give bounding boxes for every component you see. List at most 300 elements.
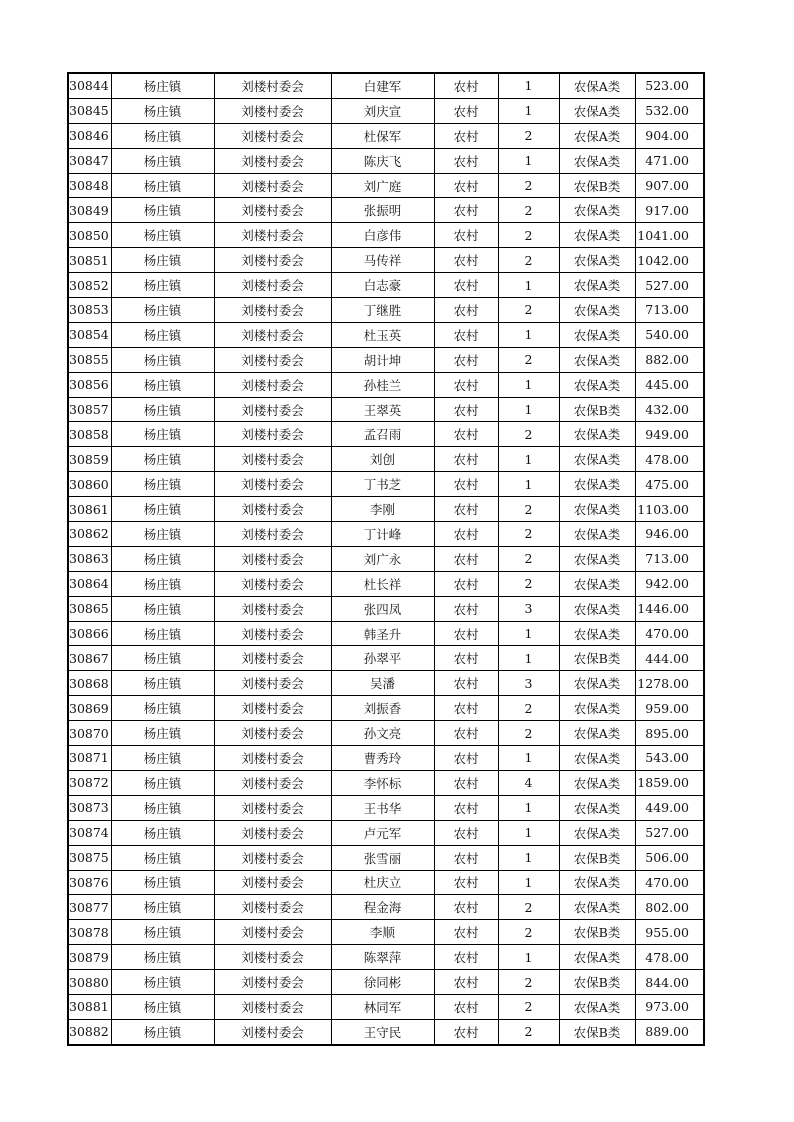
town-cell: 杨庄镇 [111, 571, 214, 596]
table-row [68, 123, 704, 148]
record-id-cell: 30872 [68, 770, 111, 795]
table-row [68, 621, 704, 646]
table-row [68, 198, 704, 223]
person-name-cell: 李刚 [331, 497, 434, 522]
village-committee-cell: 刘楼村委会 [214, 347, 331, 372]
household-type-cell: 农村 [434, 945, 498, 970]
household-type-cell: 农村 [434, 1019, 498, 1044]
village-committee-cell: 刘楼村委会 [214, 845, 331, 870]
insurance-category-cell: 农保A类 [559, 298, 635, 323]
amount-cell: 844.00 [635, 970, 704, 995]
record-id-cell: 30863 [68, 546, 111, 571]
table-row [68, 596, 704, 621]
town-cell: 杨庄镇 [111, 148, 214, 173]
record-id-cell: 30852 [68, 273, 111, 298]
household-type-cell: 农村 [434, 447, 498, 472]
table-row [68, 98, 704, 123]
record-id-cell: 30875 [68, 845, 111, 870]
household-type-cell: 农村 [434, 920, 498, 945]
member-count-cell: 2 [498, 721, 559, 746]
member-count-cell: 1 [498, 73, 559, 98]
table-row [68, 497, 704, 522]
table-row [68, 845, 704, 870]
town-cell: 杨庄镇 [111, 273, 214, 298]
person-name-cell: 白志豪 [331, 273, 434, 298]
table-row [68, 646, 704, 671]
household-type-cell: 农村 [434, 621, 498, 646]
member-count-cell: 2 [498, 920, 559, 945]
village-committee-cell: 刘楼村委会 [214, 248, 331, 273]
amount-cell: 523.00 [635, 73, 704, 98]
record-id-cell: 30844 [68, 73, 111, 98]
record-id-cell: 30861 [68, 497, 111, 522]
table-row [68, 920, 704, 945]
amount-cell: 713.00 [635, 298, 704, 323]
table-row [68, 994, 704, 1019]
insurance-category-cell: 农保B类 [559, 845, 635, 870]
person-name-cell: 杜玉英 [331, 322, 434, 347]
record-id-cell: 30868 [68, 671, 111, 696]
amount-cell: 946.00 [635, 522, 704, 547]
record-id-cell: 30870 [68, 721, 111, 746]
household-type-cell: 农村 [434, 870, 498, 895]
amount-cell: 1278.00 [635, 671, 704, 696]
person-name-cell: 程金海 [331, 895, 434, 920]
person-name-cell: 胡计坤 [331, 347, 434, 372]
household-type-cell: 农村 [434, 372, 498, 397]
person-name-cell: 韩圣升 [331, 621, 434, 646]
household-type-cell: 农村 [434, 98, 498, 123]
insurance-category-cell: 农保A类 [559, 870, 635, 895]
insurance-category-cell: 农保A类 [559, 696, 635, 721]
insurance-category-cell: 农保A类 [559, 198, 635, 223]
person-name-cell: 徐同彬 [331, 970, 434, 995]
town-cell: 杨庄镇 [111, 198, 214, 223]
insurance-category-cell: 农保A类 [559, 522, 635, 547]
table-row [68, 148, 704, 173]
record-id-cell: 30853 [68, 298, 111, 323]
member-count-cell: 2 [498, 298, 559, 323]
insurance-category-cell: 农保A类 [559, 322, 635, 347]
member-count-cell: 2 [498, 994, 559, 1019]
amount-cell: 543.00 [635, 746, 704, 771]
table-row [68, 795, 704, 820]
household-type-cell: 农村 [434, 73, 498, 98]
village-committee-cell: 刘楼村委会 [214, 945, 331, 970]
household-type-cell: 农村 [434, 970, 498, 995]
record-id-cell: 30851 [68, 248, 111, 273]
town-cell: 杨庄镇 [111, 123, 214, 148]
village-committee-cell: 刘楼村委会 [214, 522, 331, 547]
household-type-cell: 农村 [434, 397, 498, 422]
amount-cell: 445.00 [635, 372, 704, 397]
town-cell: 杨庄镇 [111, 870, 214, 895]
village-committee-cell: 刘楼村委会 [214, 920, 331, 945]
table-row [68, 522, 704, 547]
amount-cell: 1103.00 [635, 497, 704, 522]
record-id-cell: 30850 [68, 223, 111, 248]
village-committee-cell: 刘楼村委会 [214, 596, 331, 621]
household-type-cell: 农村 [434, 696, 498, 721]
village-committee-cell: 刘楼村委会 [214, 173, 331, 198]
person-name-cell: 杜长祥 [331, 571, 434, 596]
insurance-category-cell: 农保A类 [559, 223, 635, 248]
town-cell: 杨庄镇 [111, 98, 214, 123]
person-name-cell: 白建军 [331, 73, 434, 98]
person-name-cell: 丁继胜 [331, 298, 434, 323]
household-type-cell: 农村 [434, 223, 498, 248]
person-name-cell: 刘广庭 [331, 173, 434, 198]
table-row [68, 347, 704, 372]
member-count-cell: 1 [498, 795, 559, 820]
village-committee-cell: 刘楼村委会 [214, 546, 331, 571]
town-cell: 杨庄镇 [111, 546, 214, 571]
village-committee-cell: 刘楼村委会 [214, 73, 331, 98]
insurance-category-cell: 农保A类 [559, 372, 635, 397]
insurance-category-cell: 农保B类 [559, 1019, 635, 1044]
person-name-cell: 孙桂兰 [331, 372, 434, 397]
table-row [68, 372, 704, 397]
insurance-category-cell: 农保B类 [559, 646, 635, 671]
town-cell: 杨庄镇 [111, 472, 214, 497]
town-cell: 杨庄镇 [111, 721, 214, 746]
village-committee-cell: 刘楼村委会 [214, 795, 331, 820]
town-cell: 杨庄镇 [111, 372, 214, 397]
village-committee-cell: 刘楼村委会 [214, 98, 331, 123]
member-count-cell: 1 [498, 447, 559, 472]
amount-cell: 1042.00 [635, 248, 704, 273]
person-name-cell: 丁计峰 [331, 522, 434, 547]
member-count-cell: 3 [498, 596, 559, 621]
insurance-category-cell: 农保B类 [559, 970, 635, 995]
amount-cell: 475.00 [635, 472, 704, 497]
insurance-category-cell: 农保A类 [559, 148, 635, 173]
record-id-cell: 30879 [68, 945, 111, 970]
town-cell: 杨庄镇 [111, 298, 214, 323]
person-name-cell: 白彦伟 [331, 223, 434, 248]
record-id-cell: 30857 [68, 397, 111, 422]
amount-cell: 955.00 [635, 920, 704, 945]
record-id-cell: 30878 [68, 920, 111, 945]
table-row [68, 970, 704, 995]
town-cell: 杨庄镇 [111, 621, 214, 646]
member-count-cell: 2 [498, 497, 559, 522]
member-count-cell: 1 [498, 273, 559, 298]
town-cell: 杨庄镇 [111, 696, 214, 721]
member-count-cell: 1 [498, 621, 559, 646]
insurance-category-cell: 农保A类 [559, 671, 635, 696]
household-type-cell: 农村 [434, 820, 498, 845]
person-name-cell: 刘振香 [331, 696, 434, 721]
amount-cell: 1041.00 [635, 223, 704, 248]
village-committee-cell: 刘楼村委会 [214, 472, 331, 497]
village-committee-cell: 刘楼村委会 [214, 646, 331, 671]
amount-cell: 895.00 [635, 721, 704, 746]
village-committee-cell: 刘楼村委会 [214, 1019, 331, 1044]
town-cell: 杨庄镇 [111, 646, 214, 671]
amount-cell: 444.00 [635, 646, 704, 671]
table-row [68, 422, 704, 447]
household-type-cell: 农村 [434, 347, 498, 372]
household-type-cell: 农村 [434, 148, 498, 173]
town-cell: 杨庄镇 [111, 73, 214, 98]
person-name-cell: 刘创 [331, 447, 434, 472]
member-count-cell: 1 [498, 397, 559, 422]
town-cell: 杨庄镇 [111, 820, 214, 845]
town-cell: 杨庄镇 [111, 248, 214, 273]
insurance-category-cell: 农保A类 [559, 248, 635, 273]
record-id-cell: 30873 [68, 795, 111, 820]
member-count-cell: 2 [498, 347, 559, 372]
amount-cell: 917.00 [635, 198, 704, 223]
table-row [68, 721, 704, 746]
table-row [68, 746, 704, 771]
amount-cell: 478.00 [635, 945, 704, 970]
household-type-cell: 农村 [434, 795, 498, 820]
town-cell: 杨庄镇 [111, 746, 214, 771]
record-id-cell: 30880 [68, 970, 111, 995]
insurance-category-cell: 农保A类 [559, 472, 635, 497]
household-type-cell: 农村 [434, 273, 498, 298]
amount-cell: 802.00 [635, 895, 704, 920]
village-committee-cell: 刘楼村委会 [214, 970, 331, 995]
village-committee-cell: 刘楼村委会 [214, 994, 331, 1019]
person-name-cell: 刘庆宣 [331, 98, 434, 123]
record-id-cell: 30847 [68, 148, 111, 173]
town-cell: 杨庄镇 [111, 895, 214, 920]
member-count-cell: 2 [498, 970, 559, 995]
person-name-cell: 孟召雨 [331, 422, 434, 447]
table-row [68, 223, 704, 248]
member-count-cell: 3 [498, 671, 559, 696]
member-count-cell: 1 [498, 870, 559, 895]
table-row [68, 820, 704, 845]
member-count-cell: 4 [498, 770, 559, 795]
person-name-cell: 李怀标 [331, 770, 434, 795]
household-type-cell: 农村 [434, 298, 498, 323]
member-count-cell: 2 [498, 248, 559, 273]
record-id-cell: 30848 [68, 173, 111, 198]
record-id-cell: 30874 [68, 820, 111, 845]
amount-cell: 949.00 [635, 422, 704, 447]
household-type-cell: 农村 [434, 671, 498, 696]
member-count-cell: 2 [498, 422, 559, 447]
amount-cell: 713.00 [635, 546, 704, 571]
table-row [68, 472, 704, 497]
person-name-cell: 吴潘 [331, 671, 434, 696]
record-id-cell: 30869 [68, 696, 111, 721]
table-row [68, 397, 704, 422]
record-id-cell: 30862 [68, 522, 111, 547]
village-committee-cell: 刘楼村委会 [214, 895, 331, 920]
town-cell: 杨庄镇 [111, 920, 214, 945]
member-count-cell: 2 [498, 895, 559, 920]
insurance-category-cell: 农保A类 [559, 795, 635, 820]
person-name-cell: 王守民 [331, 1019, 434, 1044]
insurance-category-cell: 农保A类 [559, 596, 635, 621]
household-type-cell: 农村 [434, 422, 498, 447]
record-id-cell: 30845 [68, 98, 111, 123]
household-type-cell: 农村 [434, 123, 498, 148]
insurance-category-cell: 农保B类 [559, 920, 635, 945]
member-count-cell: 1 [498, 746, 559, 771]
table-row [68, 571, 704, 596]
household-type-cell: 农村 [434, 646, 498, 671]
table-row [68, 73, 704, 98]
household-type-cell: 农村 [434, 198, 498, 223]
member-count-cell: 2 [498, 522, 559, 547]
household-type-cell: 农村 [434, 845, 498, 870]
insurance-category-cell: 农保A类 [559, 273, 635, 298]
member-count-cell: 1 [498, 472, 559, 497]
table-row [68, 870, 704, 895]
insurance-category-cell: 农保A类 [559, 123, 635, 148]
insurance-category-cell: 农保A类 [559, 746, 635, 771]
amount-cell: 882.00 [635, 347, 704, 372]
person-name-cell: 陈翠萍 [331, 945, 434, 970]
village-committee-cell: 刘楼村委会 [214, 322, 331, 347]
member-count-cell: 1 [498, 148, 559, 173]
record-id-cell: 30864 [68, 571, 111, 596]
person-name-cell: 陈庆飞 [331, 148, 434, 173]
village-committee-cell: 刘楼村委会 [214, 770, 331, 795]
town-cell: 杨庄镇 [111, 173, 214, 198]
insurance-category-cell: 农保A类 [559, 571, 635, 596]
member-count-cell: 2 [498, 571, 559, 596]
insurance-category-cell: 农保A类 [559, 770, 635, 795]
household-type-cell: 农村 [434, 895, 498, 920]
insurance-category-cell: 农保A类 [559, 422, 635, 447]
amount-cell: 973.00 [635, 994, 704, 1019]
amount-cell: 470.00 [635, 870, 704, 895]
village-committee-cell: 刘楼村委会 [214, 696, 331, 721]
town-cell: 杨庄镇 [111, 994, 214, 1019]
amount-cell: 432.00 [635, 397, 704, 422]
town-cell: 杨庄镇 [111, 322, 214, 347]
record-id-cell: 30865 [68, 596, 111, 621]
record-id-cell: 30882 [68, 1019, 111, 1044]
household-type-cell: 农村 [434, 322, 498, 347]
record-id-cell: 30859 [68, 447, 111, 472]
insurance-category-cell: 农保A类 [559, 347, 635, 372]
amount-cell: 527.00 [635, 273, 704, 298]
village-committee-cell: 刘楼村委会 [214, 372, 331, 397]
amount-cell: 889.00 [635, 1019, 704, 1044]
member-count-cell: 1 [498, 945, 559, 970]
member-count-cell: 2 [498, 1019, 559, 1044]
member-count-cell: 1 [498, 646, 559, 671]
amount-cell: 470.00 [635, 621, 704, 646]
village-committee-cell: 刘楼村委会 [214, 721, 331, 746]
table-row [68, 322, 704, 347]
insurance-category-cell: 农保A类 [559, 994, 635, 1019]
insurance-category-cell: 农保A类 [559, 546, 635, 571]
insurance-category-cell: 农保A类 [559, 73, 635, 98]
person-name-cell: 刘广永 [331, 546, 434, 571]
household-type-cell: 农村 [434, 497, 498, 522]
town-cell: 杨庄镇 [111, 223, 214, 248]
household-type-cell: 农村 [434, 770, 498, 795]
person-name-cell: 张雪丽 [331, 845, 434, 870]
village-committee-cell: 刘楼村委会 [214, 148, 331, 173]
table-row [68, 173, 704, 198]
insurance-category-cell: 农保A类 [559, 721, 635, 746]
village-committee-cell: 刘楼村委会 [214, 422, 331, 447]
member-count-cell: 2 [498, 546, 559, 571]
amount-cell: 471.00 [635, 148, 704, 173]
table-body [68, 73, 704, 1045]
insurance-category-cell: 农保A类 [559, 497, 635, 522]
insurance-category-cell: 农保A类 [559, 621, 635, 646]
household-type-cell: 农村 [434, 994, 498, 1019]
person-name-cell: 曹秀玲 [331, 746, 434, 771]
town-cell: 杨庄镇 [111, 447, 214, 472]
town-cell: 杨庄镇 [111, 671, 214, 696]
person-name-cell: 孙文亮 [331, 721, 434, 746]
village-committee-cell: 刘楼村委会 [214, 671, 331, 696]
amount-cell: 959.00 [635, 696, 704, 721]
amount-cell: 506.00 [635, 845, 704, 870]
village-committee-cell: 刘楼村委会 [214, 497, 331, 522]
person-name-cell: 王书华 [331, 795, 434, 820]
village-committee-cell: 刘楼村委会 [214, 298, 331, 323]
amount-cell: 1859.00 [635, 770, 704, 795]
amount-cell: 942.00 [635, 571, 704, 596]
amount-cell: 904.00 [635, 123, 704, 148]
household-type-cell: 农村 [434, 571, 498, 596]
record-id-cell: 30855 [68, 347, 111, 372]
beneficiary-table [67, 72, 705, 1046]
member-count-cell: 1 [498, 98, 559, 123]
village-committee-cell: 刘楼村委会 [214, 397, 331, 422]
household-type-cell: 农村 [434, 248, 498, 273]
household-type-cell: 农村 [434, 721, 498, 746]
amount-cell: 527.00 [635, 820, 704, 845]
table-row [68, 671, 704, 696]
household-type-cell: 农村 [434, 472, 498, 497]
table-row [68, 298, 704, 323]
person-name-cell: 李顺 [331, 920, 434, 945]
town-cell: 杨庄镇 [111, 845, 214, 870]
person-name-cell: 孙翠平 [331, 646, 434, 671]
member-count-cell: 1 [498, 820, 559, 845]
person-name-cell: 张四凤 [331, 596, 434, 621]
member-count-cell: 1 [498, 322, 559, 347]
town-cell: 杨庄镇 [111, 945, 214, 970]
village-committee-cell: 刘楼村委会 [214, 123, 331, 148]
amount-cell: 540.00 [635, 322, 704, 347]
record-id-cell: 30846 [68, 123, 111, 148]
person-name-cell: 丁书芝 [331, 472, 434, 497]
person-name-cell: 马传祥 [331, 248, 434, 273]
record-id-cell: 30854 [68, 322, 111, 347]
village-committee-cell: 刘楼村委会 [214, 198, 331, 223]
town-cell: 杨庄镇 [111, 970, 214, 995]
record-id-cell: 30858 [68, 422, 111, 447]
village-committee-cell: 刘楼村委会 [214, 571, 331, 596]
table-row [68, 447, 704, 472]
town-cell: 杨庄镇 [111, 422, 214, 447]
insurance-category-cell: 农保A类 [559, 895, 635, 920]
household-type-cell: 农村 [434, 522, 498, 547]
person-name-cell: 王翠英 [331, 397, 434, 422]
member-count-cell: 2 [498, 223, 559, 248]
town-cell: 杨庄镇 [111, 770, 214, 795]
town-cell: 杨庄镇 [111, 596, 214, 621]
village-committee-cell: 刘楼村委会 [214, 870, 331, 895]
town-cell: 杨庄镇 [111, 497, 214, 522]
insurance-category-cell: 农保B类 [559, 173, 635, 198]
